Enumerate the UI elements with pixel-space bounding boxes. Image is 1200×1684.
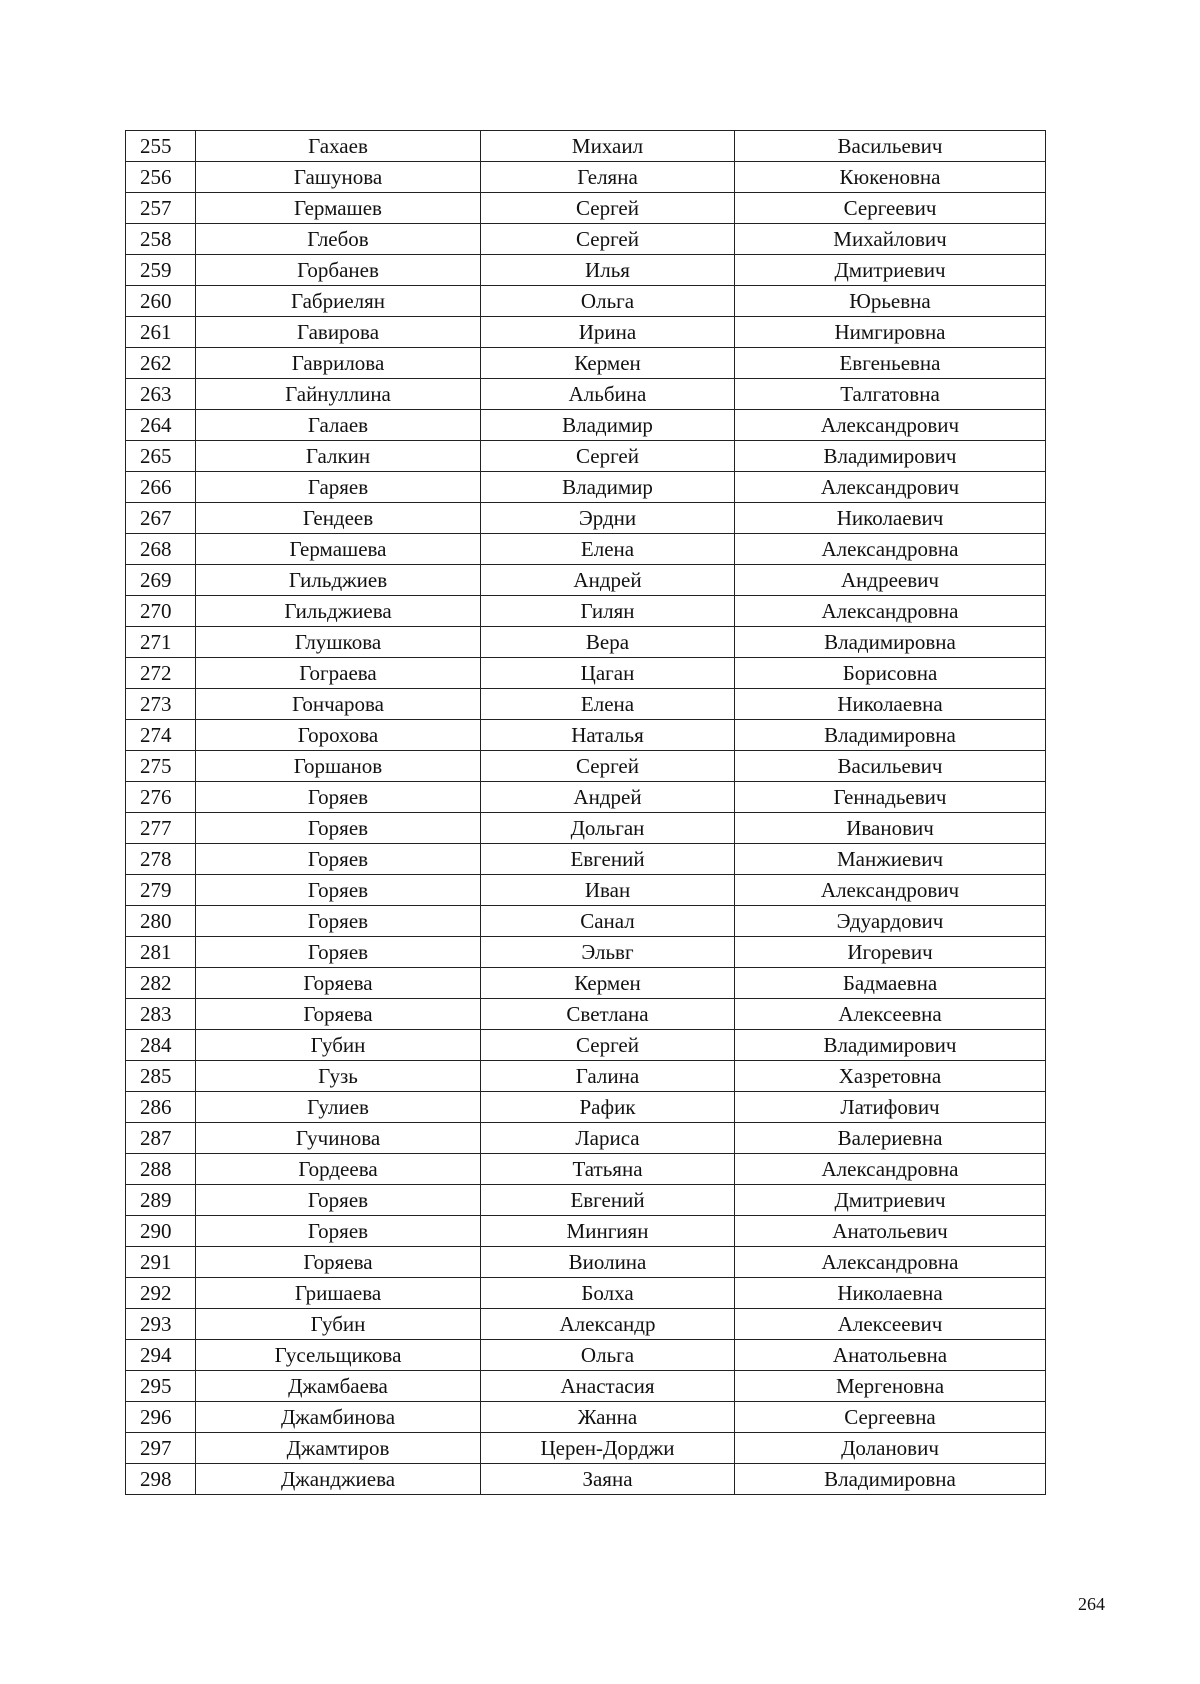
surname-cell: Горяев (196, 937, 481, 968)
patronymic-cell: Игоревич (735, 937, 1046, 968)
row-number: 286 (126, 1092, 196, 1123)
table-row (126, 565, 1046, 596)
patronymic-cell: Манжиевич (735, 844, 1046, 875)
table-row (126, 1402, 1046, 1433)
table-row (126, 627, 1046, 658)
first-name-cell: Лариса (481, 1123, 735, 1154)
patronymic-cell: Нимгировна (735, 317, 1046, 348)
table-row (126, 410, 1046, 441)
first-name-cell: Гилян (481, 596, 735, 627)
surname-cell: Горохова (196, 720, 481, 751)
table-row (126, 751, 1046, 782)
row-number: 260 (126, 286, 196, 317)
first-name-cell: Иван (481, 875, 735, 906)
surname-cell: Глебов (196, 224, 481, 255)
table-row (126, 782, 1046, 813)
table-row (126, 379, 1046, 410)
first-name-cell: Кермен (481, 968, 735, 999)
table-row (126, 875, 1046, 906)
patronymic-cell: Васильевич (735, 751, 1046, 782)
table-row (126, 1433, 1046, 1464)
row-number: 289 (126, 1185, 196, 1216)
table-row (126, 1464, 1046, 1495)
patronymic-cell: Александровна (735, 1154, 1046, 1185)
surname-cell: Гайнуллина (196, 379, 481, 410)
first-name-cell: Андрей (481, 565, 735, 596)
surname-cell: Горяева (196, 968, 481, 999)
surname-cell: Джамбаева (196, 1371, 481, 1402)
table-row (126, 224, 1046, 255)
row-number: 277 (126, 813, 196, 844)
first-name-cell: Владимир (481, 472, 735, 503)
patronymic-cell: Талгатовна (735, 379, 1046, 410)
patronymic-cell: Валериевна (735, 1123, 1046, 1154)
first-name-cell: Наталья (481, 720, 735, 751)
patronymic-cell: Николаевна (735, 689, 1046, 720)
row-number: 283 (126, 999, 196, 1030)
page-number: 264 (1078, 1594, 1105, 1614)
row-number: 296 (126, 1402, 196, 1433)
row-number: 278 (126, 844, 196, 875)
patronymic-cell: Александровна (735, 534, 1046, 565)
patronymic-cell: Владимировна (735, 720, 1046, 751)
surname-cell: Горяев (196, 813, 481, 844)
surname-cell: Джамбинова (196, 1402, 481, 1433)
patronymic-cell: Анатольевич (735, 1216, 1046, 1247)
surname-cell: Горяева (196, 999, 481, 1030)
patronymic-cell: Александровна (735, 1247, 1046, 1278)
surname-cell: Гусельщикова (196, 1340, 481, 1371)
first-name-cell: Сергей (481, 751, 735, 782)
patronymic-cell: Владимирович (735, 1030, 1046, 1061)
row-number: 298 (126, 1464, 196, 1495)
patronymic-cell: Александровна (735, 596, 1046, 627)
patronymic-cell: Латифович (735, 1092, 1046, 1123)
first-name-cell: Эрдни (481, 503, 735, 534)
row-number: 293 (126, 1309, 196, 1340)
surname-cell: Гришаева (196, 1278, 481, 1309)
patronymic-cell: Александрович (735, 410, 1046, 441)
first-name-cell: Галина (481, 1061, 735, 1092)
first-name-cell: Татьяна (481, 1154, 735, 1185)
surname-cell: Горяев (196, 1216, 481, 1247)
row-number: 294 (126, 1340, 196, 1371)
table-row (126, 317, 1046, 348)
patronymic-cell: Иванович (735, 813, 1046, 844)
table-row (126, 906, 1046, 937)
first-name-cell: Альбина (481, 379, 735, 410)
table-row (126, 813, 1046, 844)
table-row (126, 286, 1046, 317)
row-number: 266 (126, 472, 196, 503)
patronymic-cell: Кюкеновна (735, 162, 1046, 193)
patronymic-cell: Владимировна (735, 1464, 1046, 1495)
patronymic-cell: Геннадьевич (735, 782, 1046, 813)
row-number: 295 (126, 1371, 196, 1402)
first-name-cell: Вера (481, 627, 735, 658)
first-name-cell: Анастасия (481, 1371, 735, 1402)
row-number: 275 (126, 751, 196, 782)
patronymic-cell: Васильевич (735, 131, 1046, 162)
surname-cell: Горяев (196, 782, 481, 813)
surname-cell: Гильджиева (196, 596, 481, 627)
first-name-cell: Александр (481, 1309, 735, 1340)
surname-cell: Гильджиев (196, 565, 481, 596)
row-number: 280 (126, 906, 196, 937)
names-table-body (126, 131, 1046, 1495)
first-name-cell: Ольга (481, 1340, 735, 1371)
row-number: 269 (126, 565, 196, 596)
surname-cell: Гограева (196, 658, 481, 689)
row-number: 258 (126, 224, 196, 255)
table-row (126, 968, 1046, 999)
surname-cell: Горяев (196, 906, 481, 937)
table-row (126, 1123, 1046, 1154)
surname-cell: Гулиев (196, 1092, 481, 1123)
patronymic-cell: Бадмаевна (735, 968, 1046, 999)
patronymic-cell: Алексеевич (735, 1309, 1046, 1340)
first-name-cell: Елена (481, 534, 735, 565)
surname-cell: Глушкова (196, 627, 481, 658)
patronymic-cell: Николаевна (735, 1278, 1046, 1309)
table-row (126, 1092, 1046, 1123)
table-row (126, 689, 1046, 720)
first-name-cell: Сергей (481, 441, 735, 472)
row-number: 279 (126, 875, 196, 906)
table-row (126, 999, 1046, 1030)
table-row (126, 658, 1046, 689)
surname-cell: Горяев (196, 875, 481, 906)
row-number: 271 (126, 627, 196, 658)
first-name-cell: Сергей (481, 1030, 735, 1061)
table-row (126, 1061, 1046, 1092)
first-name-cell: Виолина (481, 1247, 735, 1278)
first-name-cell: Евгений (481, 1185, 735, 1216)
row-number: 265 (126, 441, 196, 472)
table-row (126, 720, 1046, 751)
row-number: 270 (126, 596, 196, 627)
row-number: 281 (126, 937, 196, 968)
row-number: 291 (126, 1247, 196, 1278)
table-row (126, 348, 1046, 379)
patronymic-cell: Хазретовна (735, 1061, 1046, 1092)
table-row (126, 131, 1046, 162)
patronymic-cell: Юрьевна (735, 286, 1046, 317)
patronymic-cell: Сергеевна (735, 1402, 1046, 1433)
names-table (125, 130, 1046, 1495)
row-number: 284 (126, 1030, 196, 1061)
row-number: 257 (126, 193, 196, 224)
surname-cell: Губин (196, 1309, 481, 1340)
first-name-cell: Цаган (481, 658, 735, 689)
first-name-cell: Сергей (481, 193, 735, 224)
first-name-cell: Жанна (481, 1402, 735, 1433)
surname-cell: Гермашева (196, 534, 481, 565)
patronymic-cell: Борисовна (735, 658, 1046, 689)
row-number: 292 (126, 1278, 196, 1309)
first-name-cell: Михаил (481, 131, 735, 162)
surname-cell: Джамтиров (196, 1433, 481, 1464)
table-row (126, 937, 1046, 968)
first-name-cell: Ольга (481, 286, 735, 317)
row-number: 276 (126, 782, 196, 813)
table-row (126, 1278, 1046, 1309)
first-name-cell: Дольган (481, 813, 735, 844)
surname-cell: Гашунова (196, 162, 481, 193)
table-row (126, 1247, 1046, 1278)
surname-cell: Гузь (196, 1061, 481, 1092)
surname-cell: Галкин (196, 441, 481, 472)
row-number: 262 (126, 348, 196, 379)
patronymic-cell: Доланович (735, 1433, 1046, 1464)
first-name-cell: Владимир (481, 410, 735, 441)
surname-cell: Горяев (196, 1185, 481, 1216)
row-number: 261 (126, 317, 196, 348)
surname-cell: Гордеева (196, 1154, 481, 1185)
table-row (126, 441, 1046, 472)
patronymic-cell: Михайлович (735, 224, 1046, 255)
first-name-cell: Заяна (481, 1464, 735, 1495)
patronymic-cell: Эдуардович (735, 906, 1046, 937)
table-row (126, 1185, 1046, 1216)
surname-cell: Гендеев (196, 503, 481, 534)
first-name-cell: Эльвг (481, 937, 735, 968)
patronymic-cell: Анатольевна (735, 1340, 1046, 1371)
patronymic-cell: Александрович (735, 875, 1046, 906)
surname-cell: Горбанев (196, 255, 481, 286)
patronymic-cell: Владимирович (735, 441, 1046, 472)
row-number: 272 (126, 658, 196, 689)
surname-cell: Горшанов (196, 751, 481, 782)
surname-cell: Гахаев (196, 131, 481, 162)
first-name-cell: Ирина (481, 317, 735, 348)
first-name-cell: Геляна (481, 162, 735, 193)
row-number: 297 (126, 1433, 196, 1464)
patronymic-cell: Владимировна (735, 627, 1046, 658)
first-name-cell: Болха (481, 1278, 735, 1309)
table-row (126, 503, 1046, 534)
first-name-cell: Мингиян (481, 1216, 735, 1247)
table-row (126, 1030, 1046, 1061)
surname-cell: Горяева (196, 1247, 481, 1278)
table-row (126, 472, 1046, 503)
row-number: 290 (126, 1216, 196, 1247)
table-row (126, 1371, 1046, 1402)
table-row (126, 1340, 1046, 1371)
surname-cell: Губин (196, 1030, 481, 1061)
patronymic-cell: Александрович (735, 472, 1046, 503)
table-row (126, 193, 1046, 224)
patronymic-cell: Николаевич (735, 503, 1046, 534)
patronymic-cell: Андреевич (735, 565, 1046, 596)
patronymic-cell: Дмитриевич (735, 255, 1046, 286)
table-row (126, 534, 1046, 565)
surname-cell: Гончарова (196, 689, 481, 720)
patronymic-cell: Дмитриевич (735, 1185, 1046, 1216)
row-number: 259 (126, 255, 196, 286)
first-name-cell: Рафик (481, 1092, 735, 1123)
patronymic-cell: Сергеевич (735, 193, 1046, 224)
first-name-cell: Евгений (481, 844, 735, 875)
first-name-cell: Кермен (481, 348, 735, 379)
first-name-cell: Светлана (481, 999, 735, 1030)
surname-cell: Гермашев (196, 193, 481, 224)
row-number: 285 (126, 1061, 196, 1092)
row-number: 268 (126, 534, 196, 565)
surname-cell: Гаряев (196, 472, 481, 503)
first-name-cell: Церен-Дорджи (481, 1433, 735, 1464)
patronymic-cell: Евгеньевна (735, 348, 1046, 379)
row-number: 288 (126, 1154, 196, 1185)
first-name-cell: Илья (481, 255, 735, 286)
row-number: 282 (126, 968, 196, 999)
surname-cell: Горяев (196, 844, 481, 875)
row-number: 263 (126, 379, 196, 410)
table-row (126, 1216, 1046, 1247)
surname-cell: Галаев (196, 410, 481, 441)
row-number: 267 (126, 503, 196, 534)
table-row (126, 596, 1046, 627)
table-row (126, 255, 1046, 286)
table-row (126, 844, 1046, 875)
surname-cell: Джанджиева (196, 1464, 481, 1495)
first-name-cell: Андрей (481, 782, 735, 813)
first-name-cell: Сергей (481, 224, 735, 255)
row-number: 287 (126, 1123, 196, 1154)
surname-cell: Гаврилова (196, 348, 481, 379)
row-number: 273 (126, 689, 196, 720)
first-name-cell: Елена (481, 689, 735, 720)
first-name-cell: Санал (481, 906, 735, 937)
row-number: 256 (126, 162, 196, 193)
row-number: 264 (126, 410, 196, 441)
row-number: 255 (126, 131, 196, 162)
patronymic-cell: Мергеновна (735, 1371, 1046, 1402)
row-number: 274 (126, 720, 196, 751)
surname-cell: Гавирова (196, 317, 481, 348)
surname-cell: Габриелян (196, 286, 481, 317)
table-row (126, 1309, 1046, 1340)
patronymic-cell: Алексеевна (735, 999, 1046, 1030)
table-row (126, 1154, 1046, 1185)
surname-cell: Гучинова (196, 1123, 481, 1154)
table-row (126, 162, 1046, 193)
